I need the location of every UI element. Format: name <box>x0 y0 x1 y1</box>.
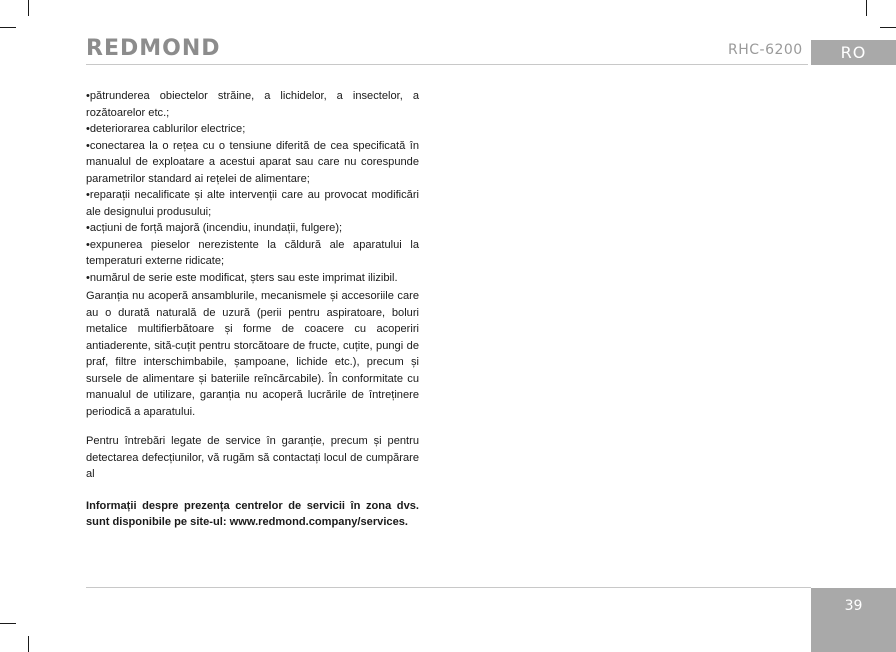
page-number: 39 <box>811 588 896 652</box>
crop-mark <box>0 27 16 28</box>
warranty-paragraph: Garanția nu acoperă ansamblurile, mecanismele și accesoriile care au o durată naturală de uzură (perii pentru aspiratoare, boluri metalice multifierbătoare și forme de coacere cu acoperiri antiaderente, sită-cuțit pentru storcătoare de fructe, cuțite, pungi de praf, filtre interschimbabile, șampoane, lichide etc.), precum și sursele de alimentare și bateriile reîncărcabile). În conformitate cu manualul de utilizare, garanția nu acoperă lucrările de întreținere periodică a aparatului. <box>86 290 419 418</box>
crop-mark <box>28 636 29 652</box>
list-item: • acțiuni de forță majoră (incendiu, inundații, fulgere); <box>86 220 419 237</box>
header-divider <box>86 64 808 65</box>
crop-mark <box>0 623 16 624</box>
list-item: • pătrunderea obiectelor străine, a lichidelor, a insectelor, a rozătoarelor etc.; <box>86 88 419 121</box>
list-item: • reparații necalificate și alte intervenții care au provocat modificări ale designului produsului; <box>86 187 419 220</box>
list-item: • expunerea pieselor nerezistente la căldură ale aparatului la temperaturi externe ridicate; <box>86 237 419 270</box>
list-item: • numărul de serie este modificat, șters sau este imprimat ilizibil. <box>86 270 419 287</box>
service-centers-info: Informații despre prezența centrelor de servicii în zona dvs. sunt disponibile pe site-ul: www.redmond.company/services. <box>86 499 419 528</box>
language-tab: RO <box>811 40 896 65</box>
crop-mark <box>28 0 29 16</box>
list-item: • deteriorarea cablurilor electrice; <box>86 121 419 138</box>
brand-logo: REDMOND <box>86 36 221 61</box>
service-paragraph: Pentru întrebări legate de service în garanție, precum și pentru detectarea defecțiunilor, vă rugăm să contactați locul de cumpărare al <box>86 435 419 480</box>
model-number: RHC-6200 <box>728 42 803 58</box>
footer-divider <box>86 587 811 588</box>
crop-mark <box>880 27 896 28</box>
crop-mark <box>866 0 867 16</box>
list-item: • conectarea la o rețea cu o tensiune diferită de cea specificată în manualul de exploatare a acestui aparat sau care nu corespunde parametrilor standard ai rețelei de alimentare; <box>86 138 419 188</box>
warranty-text <box>86 88 419 531</box>
exclusions-list <box>86 88 419 286</box>
